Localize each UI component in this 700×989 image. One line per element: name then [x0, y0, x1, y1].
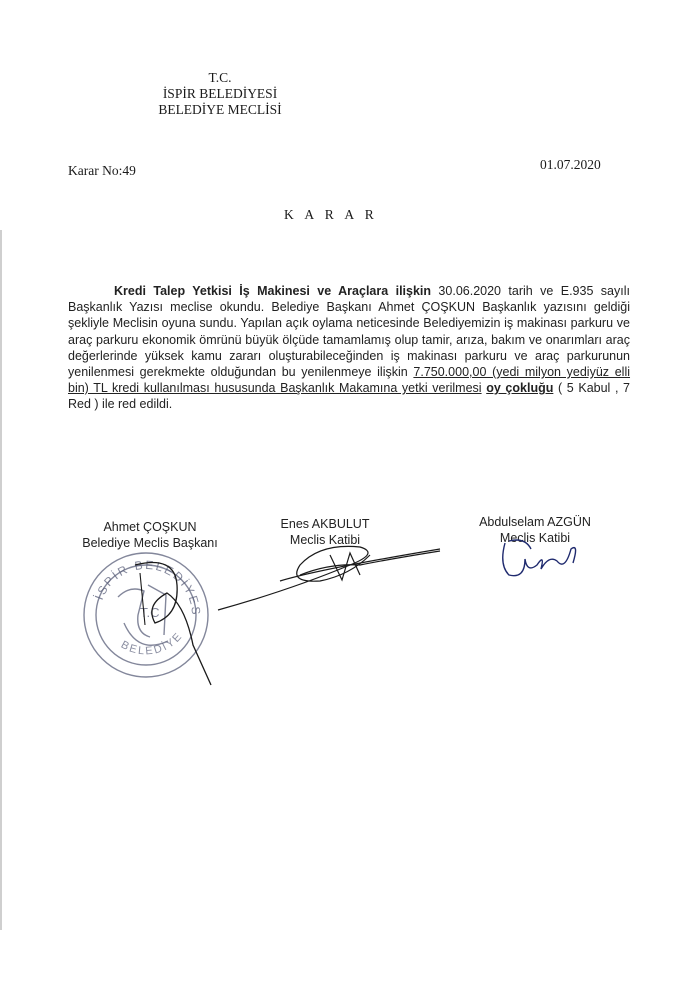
svg-text:İSPİR BELEDİYESİ: İSPİR BELEDİYESİ — [75, 534, 204, 617]
signer-name: Abdulselam AZGÜN — [479, 515, 591, 529]
decision-body — [68, 283, 630, 413]
document-header — [130, 70, 310, 118]
mayor-signature-mark — [115, 545, 225, 695]
header-tc: T.C. — [208, 70, 232, 85]
clerk-1-signature-mark — [210, 535, 450, 620]
scan-edge — [0, 230, 2, 930]
svg-text:T.C: T.C — [140, 605, 160, 620]
document-title: K A R A R — [284, 207, 378, 222]
header-council: BELEDİYE MECLİSİ — [158, 102, 282, 117]
decision-number: Karar No:49 — [68, 163, 136, 178]
body-subject: Kredi Talep Yetkisi İş Makinesi ve Araçlara ilişkin — [114, 284, 432, 298]
body-amount-clause: 7.750.000,00 (yedi milyon yediyüz elli bin) TL kredi kullanılması hususunda Başkanlık Makamına yetki verilmesi — [68, 365, 631, 396]
header-municipality: İSPİR BELEDİYESİ — [162, 86, 278, 101]
clerk-2-signature-mark — [495, 535, 585, 585]
signer-title: Meclis Katibi — [499, 531, 571, 545]
signer-name: Enes AKBULUT — [280, 517, 370, 531]
signer-name: Ahmet ÇOŞKUN — [103, 520, 197, 534]
signer-title: Meclis Katibi — [289, 533, 361, 547]
body-text-part1: 30.06.2020 tarih ve E.935 sayılı Başkanlık Yazısı meclise okundu. Belediye Başkanı Ahmet ÇOŞKUN Başkanlık yazısını geldiği şekliyle Meclisin oyuna sundu. Yapılan açık oylama neticesinde Belediyemizin iş makinası parkuru ve araç parkuru ekonomik ömrünü büyük ölçüde tamamlamış olup tamir, arıza, bakım ve onarımları araç değerlerinde yüksek kamu zararı oluşturabileceğinden iş makinası parkuru ve araç parkurunun yenilenmesi gerekmekte olduğundan bu yenilenmeye ilişkin — [68, 284, 630, 380]
signer-title: Belediye Meclis Başkanı — [82, 536, 218, 550]
body-vote-result: oy çokluğu — [486, 381, 554, 396]
svg-text:BELEDİYE: BELEDİYE — [118, 629, 186, 658]
body-text-part2: ( 5 Kabul , 7 Red ) ile red edildi. — [68, 381, 631, 412]
decision-date: 01.07.2020 — [540, 157, 601, 172]
